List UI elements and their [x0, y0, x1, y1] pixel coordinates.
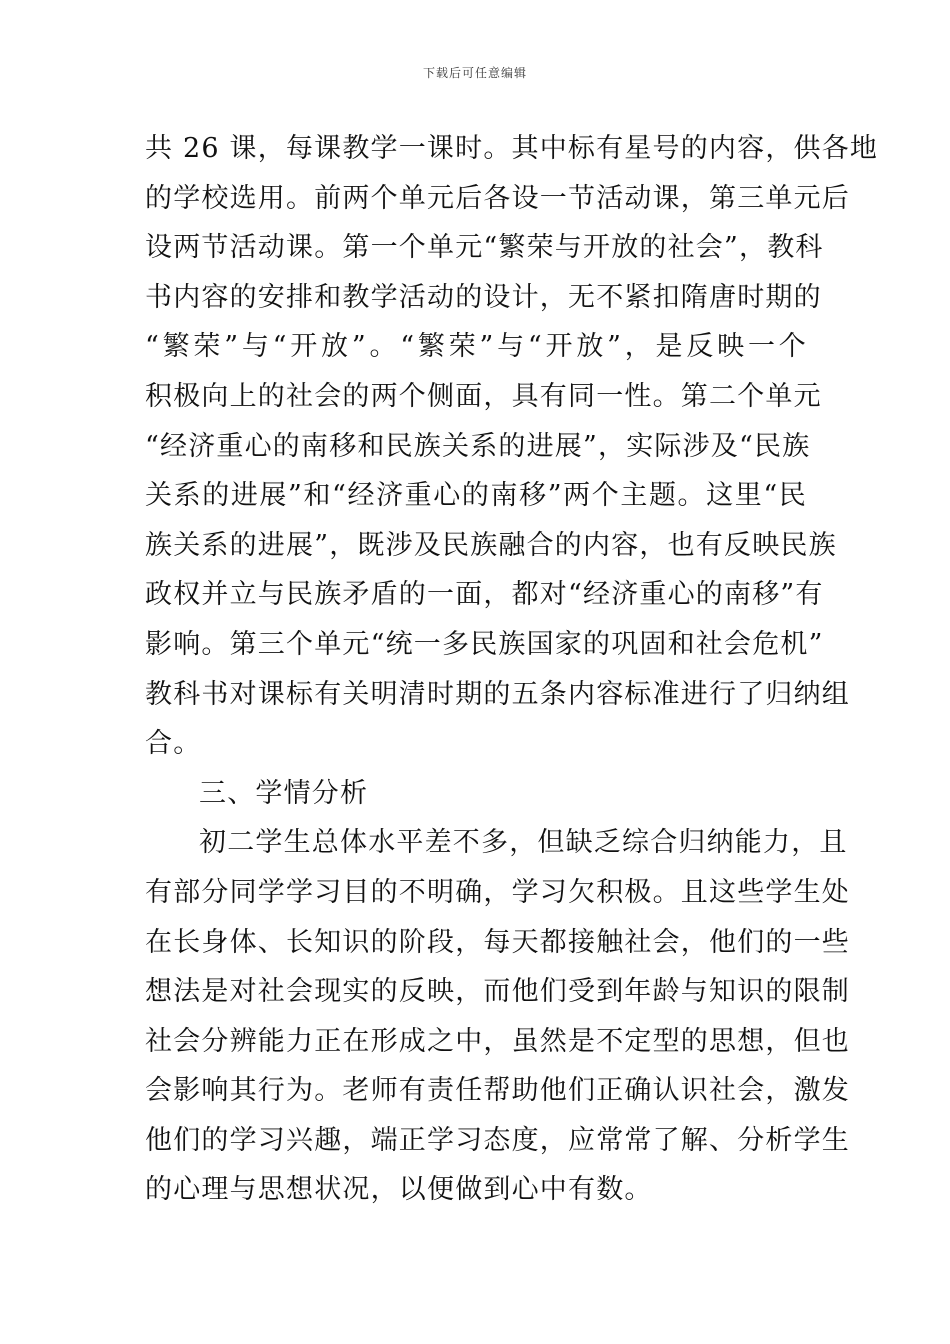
paragraph-student-analysis [145, 818, 850, 1215]
paragraph-textbook-structure [145, 124, 879, 769]
text-line: 书内容的安排和教学活动的设计，无不紧扣隋唐时期的 [145, 281, 822, 313]
text-line: 的学校选用。前两个单元后各设一节活动课，第三单元后 [145, 182, 850, 214]
text-line: 设两节活动课。第一个单元“繁荣与开放的社会”，教科 [145, 232, 824, 264]
text-line: 影响。第三个单元“统一多民族国家的巩固和社会危机” [145, 628, 824, 660]
text-line: 教科书对课标有关明清时期的五条内容标准进行了归纳组 [145, 678, 850, 710]
document-body [145, 124, 879, 1215]
text-line: 的心理与思想状况，以便做到心中有数。 [145, 1174, 653, 1206]
text-line: 在长身体、长知识的阶段，每天都接触社会，他们的一些 [145, 926, 850, 958]
text-line: 有部分同学学习目的不明确，学习欠积极。且这些学生处 [145, 876, 850, 908]
text-line: 政权并立与民族矛盾的一面，都对“经济重心的南移”有 [145, 579, 824, 611]
text-line: “经济重心的南移和民族关系的进展”，实际涉及“民族 [145, 430, 811, 462]
text-line: 想法是对社会现实的反映，而他们受到年龄与知识的限制 [145, 976, 850, 1008]
section-heading [145, 769, 807, 819]
text-line: 合。 [145, 728, 202, 760]
page-header: 下载后可任意编辑 [422, 66, 527, 80]
text-line: 社会分辨能力正在形成之中，虽然是不定型的思想，但也 [145, 1025, 850, 1057]
text-line: 会影响其行为。老师有责任帮助他们正确认识社会，激发 [145, 1075, 850, 1107]
text-line: 积极向上的社会的两个侧面，具有同一性。第二个单元 [145, 380, 822, 412]
text-line: 他们的学习兴趣，端正学习态度，应常常了解、分析学生 [145, 1124, 850, 1156]
text-line: 关系的进展”和“经济重心的南移”两个主题。这里“民 [145, 480, 807, 512]
text-line: 共 26 课，每课教学一课时。其中标有星号的内容，供各地 [145, 133, 879, 164]
text-line: 初二学生总体水平差不多，但缺乏综合归纳能力，且 [199, 827, 848, 859]
text-line: “繁荣”与“开放”。“繁荣”与“开放”，是反映一个 [145, 331, 807, 363]
text-line: 族关系的进展”，既涉及民族融合的内容，也有反映民族 [145, 529, 837, 561]
section-heading-text: 三、学情分析 [199, 777, 369, 809]
